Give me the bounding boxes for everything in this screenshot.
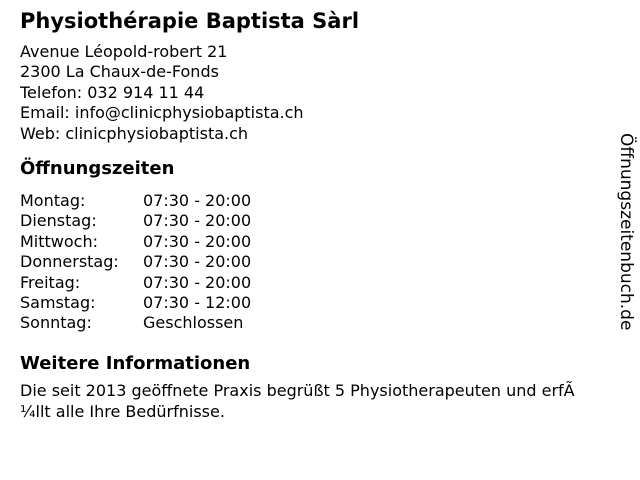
oeffnungszeitenbuch-watermark: Öffnungszeitenbuch.de <box>616 133 636 331</box>
opening-hours-row-saturday <box>20 293 251 313</box>
phone-line: Telefon: 032 914 11 44 <box>20 82 205 102</box>
website-line: Web: clinicphysiobaptista.ch <box>20 123 249 143</box>
more-info-heading: Weitere Informationen <box>20 353 251 374</box>
opening-hours-row-sunday <box>20 313 251 333</box>
more-info-text-line2: ¼llt alle Ihre Bedürfnisse. <box>20 402 225 421</box>
opening-hours-row-friday <box>20 273 251 293</box>
day-label: Samstag: <box>20 293 96 313</box>
hours-value: 07:30 - 20:00 <box>143 272 252 292</box>
opening-hours-table <box>20 191 251 334</box>
more-info-text-line1: Die seit 2013 geöffnete Praxis begrüßt 5 Physiotherapeuten und erfÃ <box>20 381 575 400</box>
contact-block <box>20 42 304 144</box>
day-label: Montag: <box>20 191 86 210</box>
hours-value: Geschlossen <box>143 313 244 333</box>
opening-hours-heading: Öffnungszeiten <box>20 158 175 179</box>
opening-hours-row-thursday <box>20 252 251 272</box>
hours-value: 07:30 - 12:00 <box>143 293 252 313</box>
hours-value: 07:30 - 20:00 <box>143 231 252 251</box>
hours-value: 07:30 - 20:00 <box>143 191 252 210</box>
hours-value: 07:30 - 20:00 <box>143 252 252 272</box>
more-info-text <box>20 380 634 422</box>
business-name-title: Physiothérapie Baptista Sàrl <box>20 9 360 33</box>
day-label: Sonntag: <box>20 313 92 333</box>
day-label: Dienstag: <box>20 211 97 231</box>
day-label: Donnerstag: <box>20 252 119 272</box>
opening-hours-row-tuesday <box>20 211 251 231</box>
opening-hours-row-monday <box>20 191 251 211</box>
address-street: Avenue Léopold-robert 21 <box>20 42 228 61</box>
day-label: Mittwoch: <box>20 231 98 251</box>
opening-hours-row-wednesday <box>20 232 251 252</box>
address-city: 2300 La Chaux-de-Fonds <box>20 62 219 82</box>
email-line: Email: info@clinicphysiobaptista.ch <box>20 103 304 123</box>
day-label: Freitag: <box>20 272 81 292</box>
hours-value: 07:30 - 20:00 <box>143 211 252 231</box>
